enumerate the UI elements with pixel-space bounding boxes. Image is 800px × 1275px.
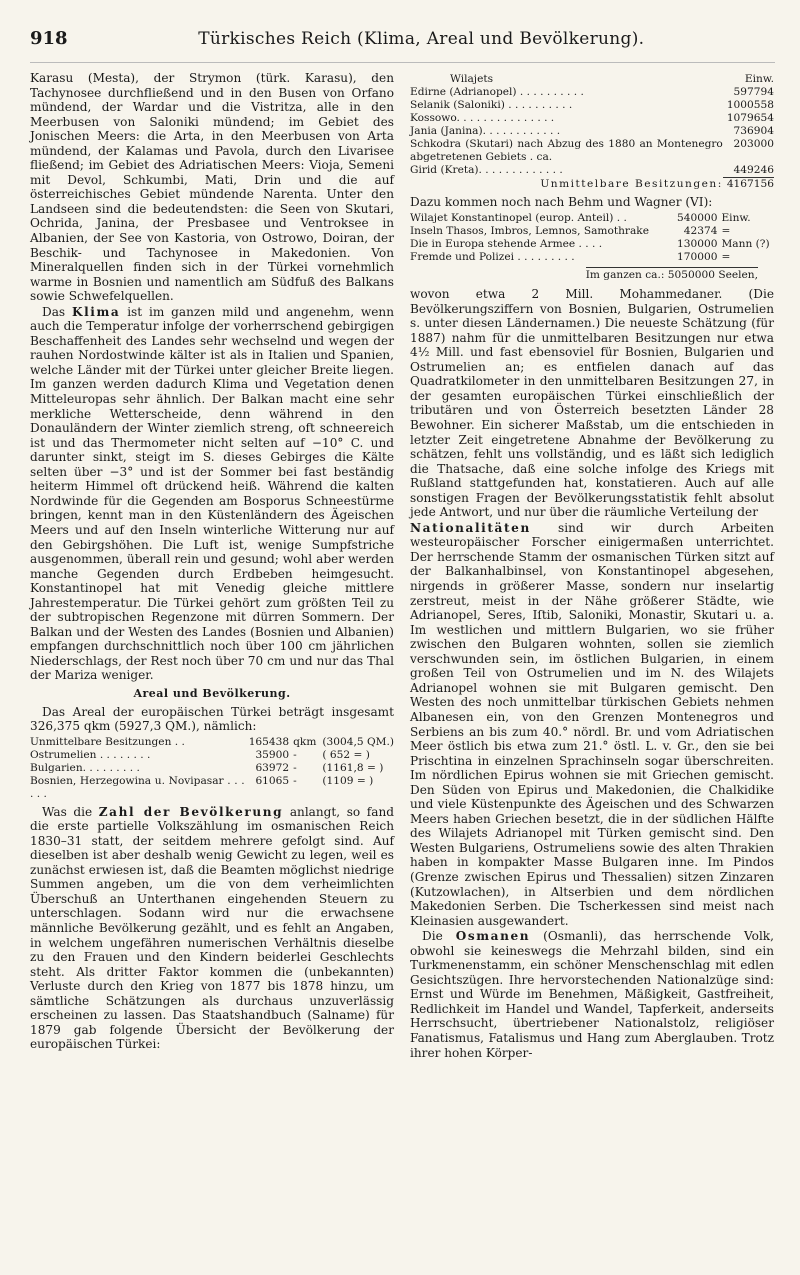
page-number: 918: [30, 28, 68, 49]
area-table: [30, 736, 394, 801]
page-title: Türkisches Reich (Klima, Areal und Bevölkerung).: [198, 29, 645, 49]
table-row: Selanik (Saloniki) . . . . . . . . . . 1000558: [410, 99, 774, 111]
paragraph-population: Was die Zahl der Bevölkerung anlangt, so fand die erste partielle Volkszählung im osmanischen Reich 1830–31 statt, der seitdem mehrere gefolgt sind. Auf dieselben ist aber deshalb wenig Gewicht zu legen, weil es zunächst erwiesen ist, daß die Beamten möglichst niedrige Summen angeben, um die von dem verheimlichten Überschuß an Unterthanen eingehenden Steuern zu unterschlagen. Sodann wird nur die erwachsene männliche Bevölkerung gezählt, und es fehlt an Angaben, in welchem ungefähren numerischen Verhältnis dieselbe zu den Frauen und den Kindern beiderlei Geschlechts steht. Als dritter Faktor kommen die (unbekannten) Verluste durch den Krieg von 1877 bis 1878 hinzu, um sämtliche Schätzungen als durchaus unzuverlässig erscheinen zu lassen. Das Staatshandbuch (Salname) für 1879 gab folgende Übersicht der Bevölkerung der europäischen Türkei:: [30, 804, 394, 1052]
paragraph-area: Das Areal der europäischen Türkei beträgt insgesamt 326,375 qkm (5927,3 QM.), nämlich:: [30, 704, 394, 734]
table-row: Bulgarien. . . . . . . . . 63972 - (1161,8 = ): [30, 761, 384, 774]
table-row: Jania (Janina). . . . . . . . . . . . 736904: [410, 125, 774, 137]
keyword-climate: Klima: [71, 304, 121, 319]
running-head: [30, 28, 775, 63]
table-row: Die in Europa stehende Armee . . . . 130000 Mann (?): [410, 237, 770, 250]
keyword-nationalities: Nationalitäten: [410, 520, 531, 535]
table-row: Girid (Kreta). . . . . . . . . . . . . 449246: [410, 164, 774, 176]
grand-total: Im ganzen ca.: 5050000 Seelen,: [585, 268, 758, 281]
table-row: Edirne (Adrianopel) . . . . . . . . . . 597794: [410, 86, 774, 98]
keyword-osmanen: Osmanen: [455, 929, 531, 944]
paragraph-osmanen: Die Osmanen (Osmanli), das herrschende Volk, obwohl sie keineswegs die Mehrzahl bilden, sind ein Turkmenenstamm, ein schöner Menschenschlag mit edlen Gesichtszügen. Ihre hervorstechenden Nationalzüge sind: Ernst und Würde im Benehmen, Mäßigkeit, Gastfreiheit, Redlichkeit im Handel und Wandel, Tapferkeit, anderseits Herrschsucht, übertriebener Nationalstolz, religiöser Fanatismus, Fatalismus und Hang zum Aberglauben. Trotz ihrer hohen Körper-: [410, 929, 774, 1060]
page: [30, 28, 775, 1263]
table-row: Kossowo. . . . . . . . . . . . . . . 1079654: [410, 112, 774, 124]
table-row: Inseln Thasos, Imbros, Lemnos, Samothrake 42374 =: [410, 224, 731, 237]
paragraph-nationalities: Nationalitäten sind wir durch Arbeiten westeuropäischer Forscher einigermaßen unterrichtet. Der herrschende Stamm der osmanischen Türken sitzt auf der Balkanhalbinsel, von Konstantinopel abgesehen, nirgends in größerer Masse, sondern nur inselartig zerstreut, meist in der Nähe größerer Städte, wie Adrianopel, Seres, Iſtib, Saloniki, Monastir, Skutari u. a. Im westlichen und mittlern Bulgarien, wo sie früher zwischen den Bulgaren wohnten, sollen sie ziemlich verschwunden sein, im östlichen Bulgarien, in einem großen Teil von Ostrumelien und im N. des Wilajets Adrianopel wohnen sie mit Bulgaren gemischt. Den Westen des noch unmittelbar türkischen Gebiets nehmen Albanesen ein, von den Grenzen Montenegros und Serbiens an bis zum 40.° nördl. Br. und vom Adriatischen Meer östlich bis etwa zum 21.° östl. L. v. Gr., den sie bei Prischtina in einzelnen Sprachinseln sogar überschreiten. Im nördlichen Epirus wohnen sie mit Griechen gemischt. Den Süden von Epirus und Makedonien, die Chalkidike und viele Küstenpunkte des Ägeischen und des Schwarzen Meers haben Griechen besetzt, die in der südlichen Hälfte des Wilajets Adrianopel mit Türken gemischt sind. Den Westen Bulgariens, Ostrumeliens sowie des alten Thrakien haben in kompakter Masse Bulgaren inne. Im Pindos (Grenze zwischen Epirus und Thessalien) sitzen Zinzaren (Kutzowlachen), in Altserbien und dem nördlichen Makedonien Serben. Die Tscherkessen sind meist nach Kleinasien ausgewandert.: [410, 520, 774, 928]
keyword-population: Zahl der Bevölkerung: [98, 804, 284, 819]
right-column: [410, 71, 774, 1061]
section-heading: Areal und Bevölkerung.: [133, 686, 291, 700]
table-row: Bosnien, Herzegowina u. Novipasar . . . . . . 61065 - (1109 = ): [30, 774, 374, 800]
additions-table: [410, 212, 774, 264]
table-row: Schkodra (Skutari) nach Abzug des 1880 an Montenegro abgetretenen Gebiets . ca. 203000: [410, 138, 774, 163]
population-table: [410, 73, 774, 191]
paragraph-climate: Das Klima ist im ganzen mild und angenehm, wenn auch die Temperatur infolge der vorherrschend gebirgigen Beschaffenheit des Landes sehr wechselnd und wegen der rauhen Nordostwinde kälter ist als in Italien und Spanien, welche Länder mit der Türkei unter gleicher Breite liegen. Im ganzen werden dadurch Klima und Vegetation denen Mitteleuropas sehr ähnlich. Der Balkan macht eine sehr merkliche Wetterscheide, denn während in den Donauländern der Winter ziemlich streng, oft schneereich ist und das Thermometer nicht selten auf −10° C. und darunter sinkt, steigt im S. dieses Gebirges die Kälte selten über −3° und ist der Sommer bei fast beständig heiterm Himmel oft drückend heiß. Während die kalten Nordwinde für die Gegenden am Bosporus Schneestürme bringen, kennt man in den Küstenländern des Ägeischen Meers und auf den Inseln winterliche Witterung nur auf den Gebirgshöhen. Die Luft ist, wenige Sumpfstriche ausgenommen, überall rein und gesund; wohl aber werden manche Gegenden durch Erdbeben heimgesucht. Konstantinopel hat mit Venedig gleiche mittlere Jahrestemperatur. Die Türkei gehört zum größten Teil zu der subtropischen Regenzone mit dürren Sommern. Der Balkan und der Westen des Landes (Bosnien und Albanien) empfangen durchschnittlich noch über 100 cm jährlichen Niederschlags, der Rest noch über 70 cm und nur das Thal der Mariza weniger.: [30, 304, 394, 683]
table-header: Wilajets Einw.: [450, 73, 774, 85]
table-row: Unmittelbare Besitzungen . . 165438 qkm (3004,5 QM.): [30, 735, 394, 748]
text-columns: [30, 71, 775, 1061]
paragraph-estimates: wovon etwa 2 Mill. Mohammedaner. (Die Bevölkerungsziffern von Bosnien, Bulgarien, Ostrumelien s. unter diesen Ländernamen.) Die neueste Schätzung (für 1887) nahm für die unmittelbaren Besitzungen nur etwa 4½ Mill. und fast ebensoviel für Bosnien, Bulgarien und Ostrumelien an; es entfielen danach auf das Quadratkilometer in den unmittelbaren Besitzungen 27, in der gesamten europäischen Türkei einschließlich der tributären und von Österreich besetzten Länder 28 Bewohner. Ein sicherer Maßstab, um die entschieden in letzter Zeit eingetretene Abnahme der Bevölkerung zu schätzen, fehlt uns vollständig, und es läßt sich lediglich die Thatsache, daß eine solche infolge des Kriegs mit Rußland stattgefunden hat, konstatieren. Auch auf alle sonstigen Fragen der Bevölkerungsstatistik fehlt absolut jede Antwort, und nur über die räumliche Verteilung der: [410, 287, 774, 520]
left-column: [30, 71, 394, 1061]
table-row: Fremde und Polizei . . . . . . . . . 170000 =: [410, 250, 731, 263]
table-row: Ostrumelien . . . . . . . . 35900 - ( 652 = ): [30, 748, 370, 761]
paragraph-additions: Dazu kommen noch nach Behm und Wagner (VI):: [410, 195, 713, 209]
table-total-row: Unmittelbare Besitzungen: 4167156: [540, 177, 774, 190]
paragraph-rivers: Karasu (Mesta), der Strymon (türk. Karasu), den Tachynosee durchfließend und in den Busen von Orfano mündend, der Wardar und die Vistritza, alle in den Meerbusen von Saloniki mündend; im Gebiet des Jonischen Meers: die Arta, in den Meerbusen von Arta mündend, der Kalamas und Pavola, durch den Livarisee fließend; im Gebiet des Adriatischen Meers: Vioja, Semeni mit Devol, Schkumbi, Mati, Drin und die auf österreichisches Gebiet mündende Narenta. Unter den Landseen sind die bedeutendsten: die Seen von Skutari, Ochrida, Janina, der Presbasee und Ventroksee in Albanien, der See von Kastoria, von Ostrowo, Doiran, der Beschik- und Tachynosee in Makedonien. Von Mineralquellen finden sich in der Türkei vornehmlich warme in Bosnien und namentlich am Südfuß des Balkans sowie Schwefelquellen.: [30, 71, 394, 304]
table-row: Wilajet Konstantinopel (europ. Anteil) . . 540000 Einw.: [410, 211, 751, 224]
